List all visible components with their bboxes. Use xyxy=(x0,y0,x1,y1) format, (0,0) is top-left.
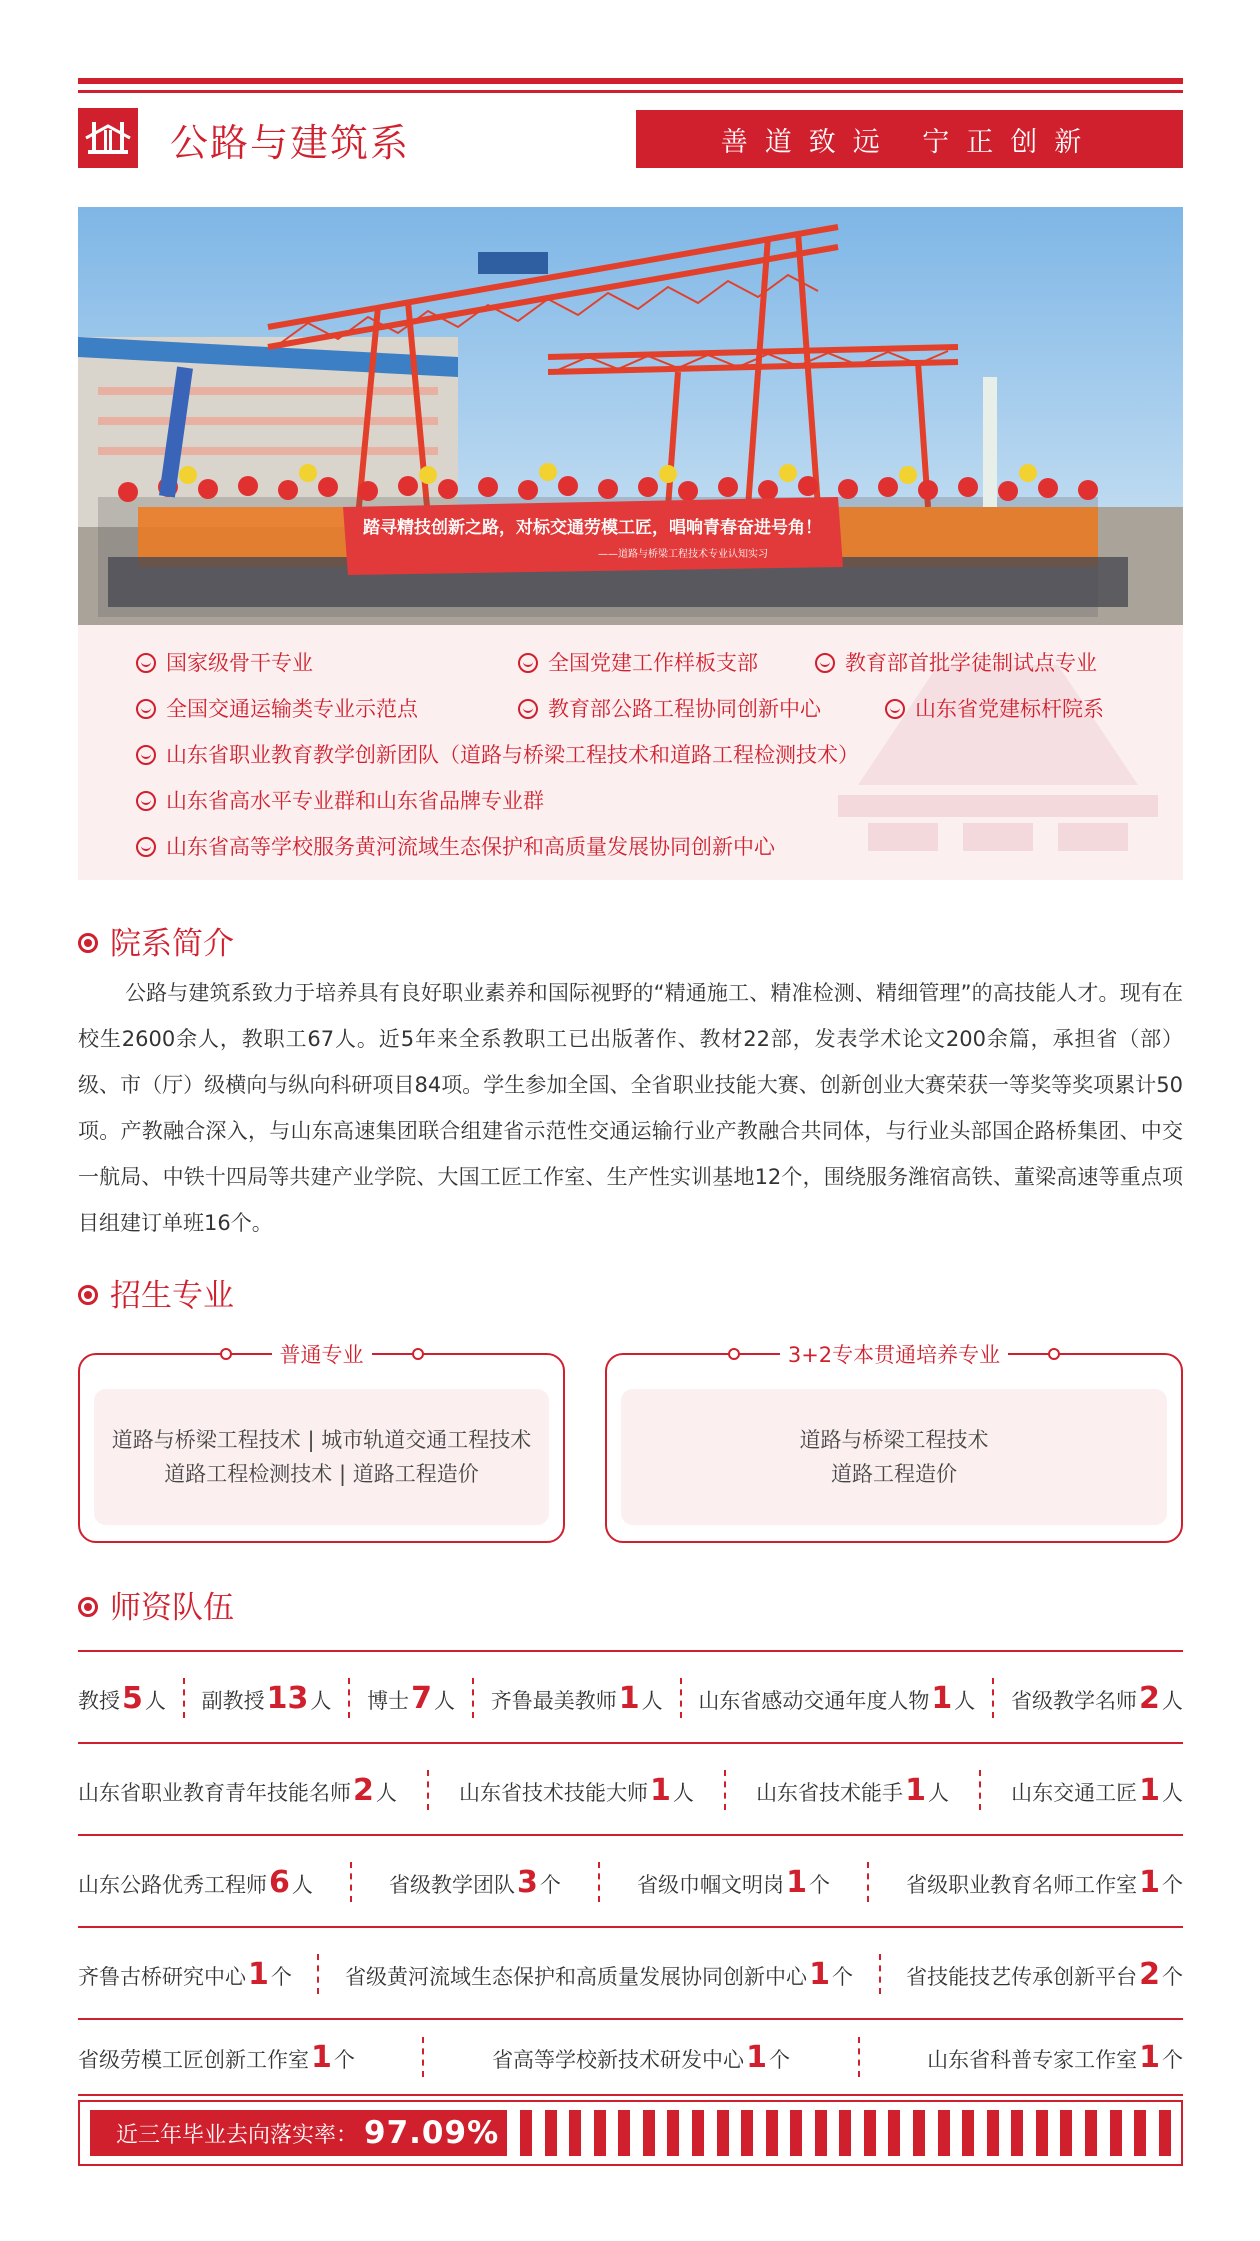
rate-stripe xyxy=(1011,2110,1023,2156)
faculty-stat: 省级巾帼文明岗 1 个 xyxy=(637,1864,830,1900)
faculty-row xyxy=(78,2018,1183,2096)
faculty-stat: 副教授 13 人 xyxy=(201,1680,332,1716)
target-icon xyxy=(78,1597,98,1617)
faculty-stat: 省技能技艺传承创新平台 2 个 xyxy=(906,1956,1183,1992)
intro-paragraph: 公路与建筑系致力于培养具有良好职业素养和国际视野的“精通施工、精准检测、精细管理”的高技能人才。现有在校生2600余人，教职工67人。近5年来全系教职工已出版著作、教材22部，发表学术论文200余篇，承担省（部）级、市（厅）级横向与纵向科研项目84项。学生参加全国、全省职业技能大赛、创新创业大赛荣获一等奖等奖项累计50项。产教融合深入，与山东高速集团联合组建省示范性交通运输行业产教融合共同体，与行业头部国企路桥集团、中交一航局、中铁十四局等共建产业学院、大国工匠工作室、生产性实训基地12个，围绕服务潍宿高铁、董梁高速等重点项目组建订单班16个。 xyxy=(78,981,1183,1235)
dot-icon xyxy=(220,1348,232,1360)
honor-badge-icon xyxy=(136,699,156,719)
rate-stripe xyxy=(643,2110,655,2156)
rate-stripe xyxy=(594,2110,606,2156)
faculty-stat: 博士 7 人 xyxy=(367,1680,455,1716)
honor-badge-icon xyxy=(136,745,156,765)
honor-badge-icon xyxy=(885,699,905,719)
regular-majors-line: 道路工程检测技术 | 道路工程造价 xyxy=(164,1462,479,1486)
faculty-stat: 山东省技术技能大师 1 人 xyxy=(459,1772,694,1808)
joint-majors-box xyxy=(605,1343,1183,1543)
rate-stripe xyxy=(938,2110,950,2156)
rate-stripe xyxy=(1036,2110,1048,2156)
honor-badge-icon xyxy=(136,837,156,857)
faculty-stat: 省级教学团队 3 个 xyxy=(389,1864,561,1900)
faculty-row xyxy=(78,1834,1183,1928)
honor-item: 山东省职业教育教学创新团队（道路与桥梁工程技术和道路工程检测技术） xyxy=(136,739,859,769)
rate-stripe xyxy=(692,2110,704,2156)
rate-stripe xyxy=(864,2110,876,2156)
honor-badge-icon xyxy=(518,653,538,673)
honor-item: 山东省高等学校服务黄河流域生态保护和高质量发展协同创新中心 xyxy=(136,831,775,861)
rate-stripe xyxy=(717,2110,729,2156)
rate-stripe xyxy=(1060,2110,1072,2156)
honor-badge-icon xyxy=(136,653,156,673)
faculty-row xyxy=(78,1926,1183,2020)
rate-stripe xyxy=(569,2110,581,2156)
regular-majors-label: 普通专业 xyxy=(272,1339,372,1369)
faculty-stat: 教授 5 人 xyxy=(78,1680,166,1716)
rate-stripe xyxy=(913,2110,925,2156)
rate-stripe xyxy=(987,2110,999,2156)
rate-stripe xyxy=(839,2110,851,2156)
faculty-stat: 省级职业教育名师工作室 1 个 xyxy=(906,1864,1183,1900)
faculty-stat: 省级劳模工匠创新工作室 1 个 xyxy=(78,2039,355,2075)
target-icon xyxy=(78,1285,98,1305)
faculty-stat: 山东省感动交通年度人物 1 人 xyxy=(698,1680,976,1716)
faculty-stat: 齐鲁古桥研究中心 1 个 xyxy=(78,1956,292,1992)
rate-stripe xyxy=(962,2110,974,2156)
honor-badge-icon xyxy=(815,653,835,673)
faculty-stat: 省级教学名师 2 人 xyxy=(1011,1680,1183,1716)
faculty-row xyxy=(78,1742,1183,1836)
honor-item: 全国交通运输类专业示范点 xyxy=(136,693,418,723)
regular-majors-line: 道路与桥梁工程技术 | 城市轨道交通工程技术 xyxy=(111,1428,532,1452)
group-photo xyxy=(78,207,1183,625)
top-rule-thick xyxy=(78,78,1183,84)
faculty-stat: 山东公路优秀工程师 6 人 xyxy=(78,1864,313,1900)
employment-rate-stripes xyxy=(520,2110,1171,2156)
faculty-stat: 齐鲁最美教师 1 人 xyxy=(490,1680,663,1716)
dot-icon xyxy=(1048,1348,1060,1360)
rate-stripe xyxy=(520,2110,532,2156)
employment-rate-label: 近三年毕业去向落实率： 97.09% xyxy=(90,2110,507,2156)
faculty-heading: 师资队伍 xyxy=(78,1582,234,1627)
honors-panel xyxy=(78,625,1183,880)
dot-icon xyxy=(728,1348,740,1360)
honor-badge-icon xyxy=(518,699,538,719)
rate-stripe xyxy=(815,2110,827,2156)
rate-stripe xyxy=(766,2110,778,2156)
rate-stripe xyxy=(1085,2110,1097,2156)
rate-stripe xyxy=(545,2110,557,2156)
regular-majors-box xyxy=(78,1343,565,1543)
target-icon xyxy=(78,933,98,953)
joint-majors-label: 3+2专本贯通培养专业 xyxy=(780,1339,1008,1369)
faculty-stat: 山东省技术能手 1 人 xyxy=(756,1772,949,1808)
rate-stripe xyxy=(1134,2110,1146,2156)
department-logo xyxy=(78,108,138,168)
department-motto: 善道致远 宁正创新 xyxy=(636,110,1183,168)
majors-heading: 招生专业 xyxy=(78,1270,234,1315)
rate-stripe xyxy=(741,2110,753,2156)
honor-badge-icon xyxy=(136,791,156,811)
rate-stripe xyxy=(618,2110,630,2156)
rate-stripe xyxy=(667,2110,679,2156)
rate-stripe xyxy=(888,2110,900,2156)
employment-rate-bar xyxy=(78,2100,1183,2166)
faculty-stat: 山东省科普专家工作室 1 个 xyxy=(927,2039,1183,2075)
intro-heading: 院系简介 xyxy=(78,918,234,963)
honor-item: 教育部首批学徒制试点专业 xyxy=(815,647,1097,677)
honor-item: 全国党建工作样板支部 xyxy=(518,647,758,677)
dot-icon xyxy=(412,1348,424,1360)
rate-stripe xyxy=(1110,2110,1122,2156)
faculty-stat: 省高等学校新技术研发中心 1 个 xyxy=(492,2039,790,2075)
honor-item: 山东省高水平专业群和山东省品牌专业群 xyxy=(136,785,544,815)
honor-item: 教育部公路工程协同创新中心 xyxy=(518,693,821,723)
employment-rate-value: 97.09% xyxy=(364,2115,500,2151)
faculty-stat: 省级黄河流域生态保护和高质量发展协同创新中心 1 个 xyxy=(345,1956,853,1992)
faculty-row xyxy=(78,1650,1183,1744)
rate-stripe xyxy=(1159,2110,1171,2156)
faculty-stat: 山东交通工匠 1 人 xyxy=(1011,1772,1183,1808)
top-rule-thin xyxy=(78,90,1183,93)
department-title: 公路与建筑系 xyxy=(170,121,411,165)
joint-majors-line: 道路工程造价 xyxy=(831,1462,957,1486)
rate-stripe xyxy=(790,2110,802,2156)
honor-item: 国家级骨干专业 xyxy=(136,647,313,677)
joint-majors-line: 道路与桥梁工程技术 xyxy=(799,1428,989,1452)
banner-main-text: 踏寻精技创新之路，对标交通劳模工匠，唱响青春奋进号角！ xyxy=(363,518,822,538)
faculty-stat: 山东省职业教育青年技能名师 2 人 xyxy=(78,1772,397,1808)
honor-item: 山东省党建标杆院系 xyxy=(885,693,1104,723)
banner-sub-text: ——道路与桥梁工程技术专业认知实习 xyxy=(598,549,768,560)
